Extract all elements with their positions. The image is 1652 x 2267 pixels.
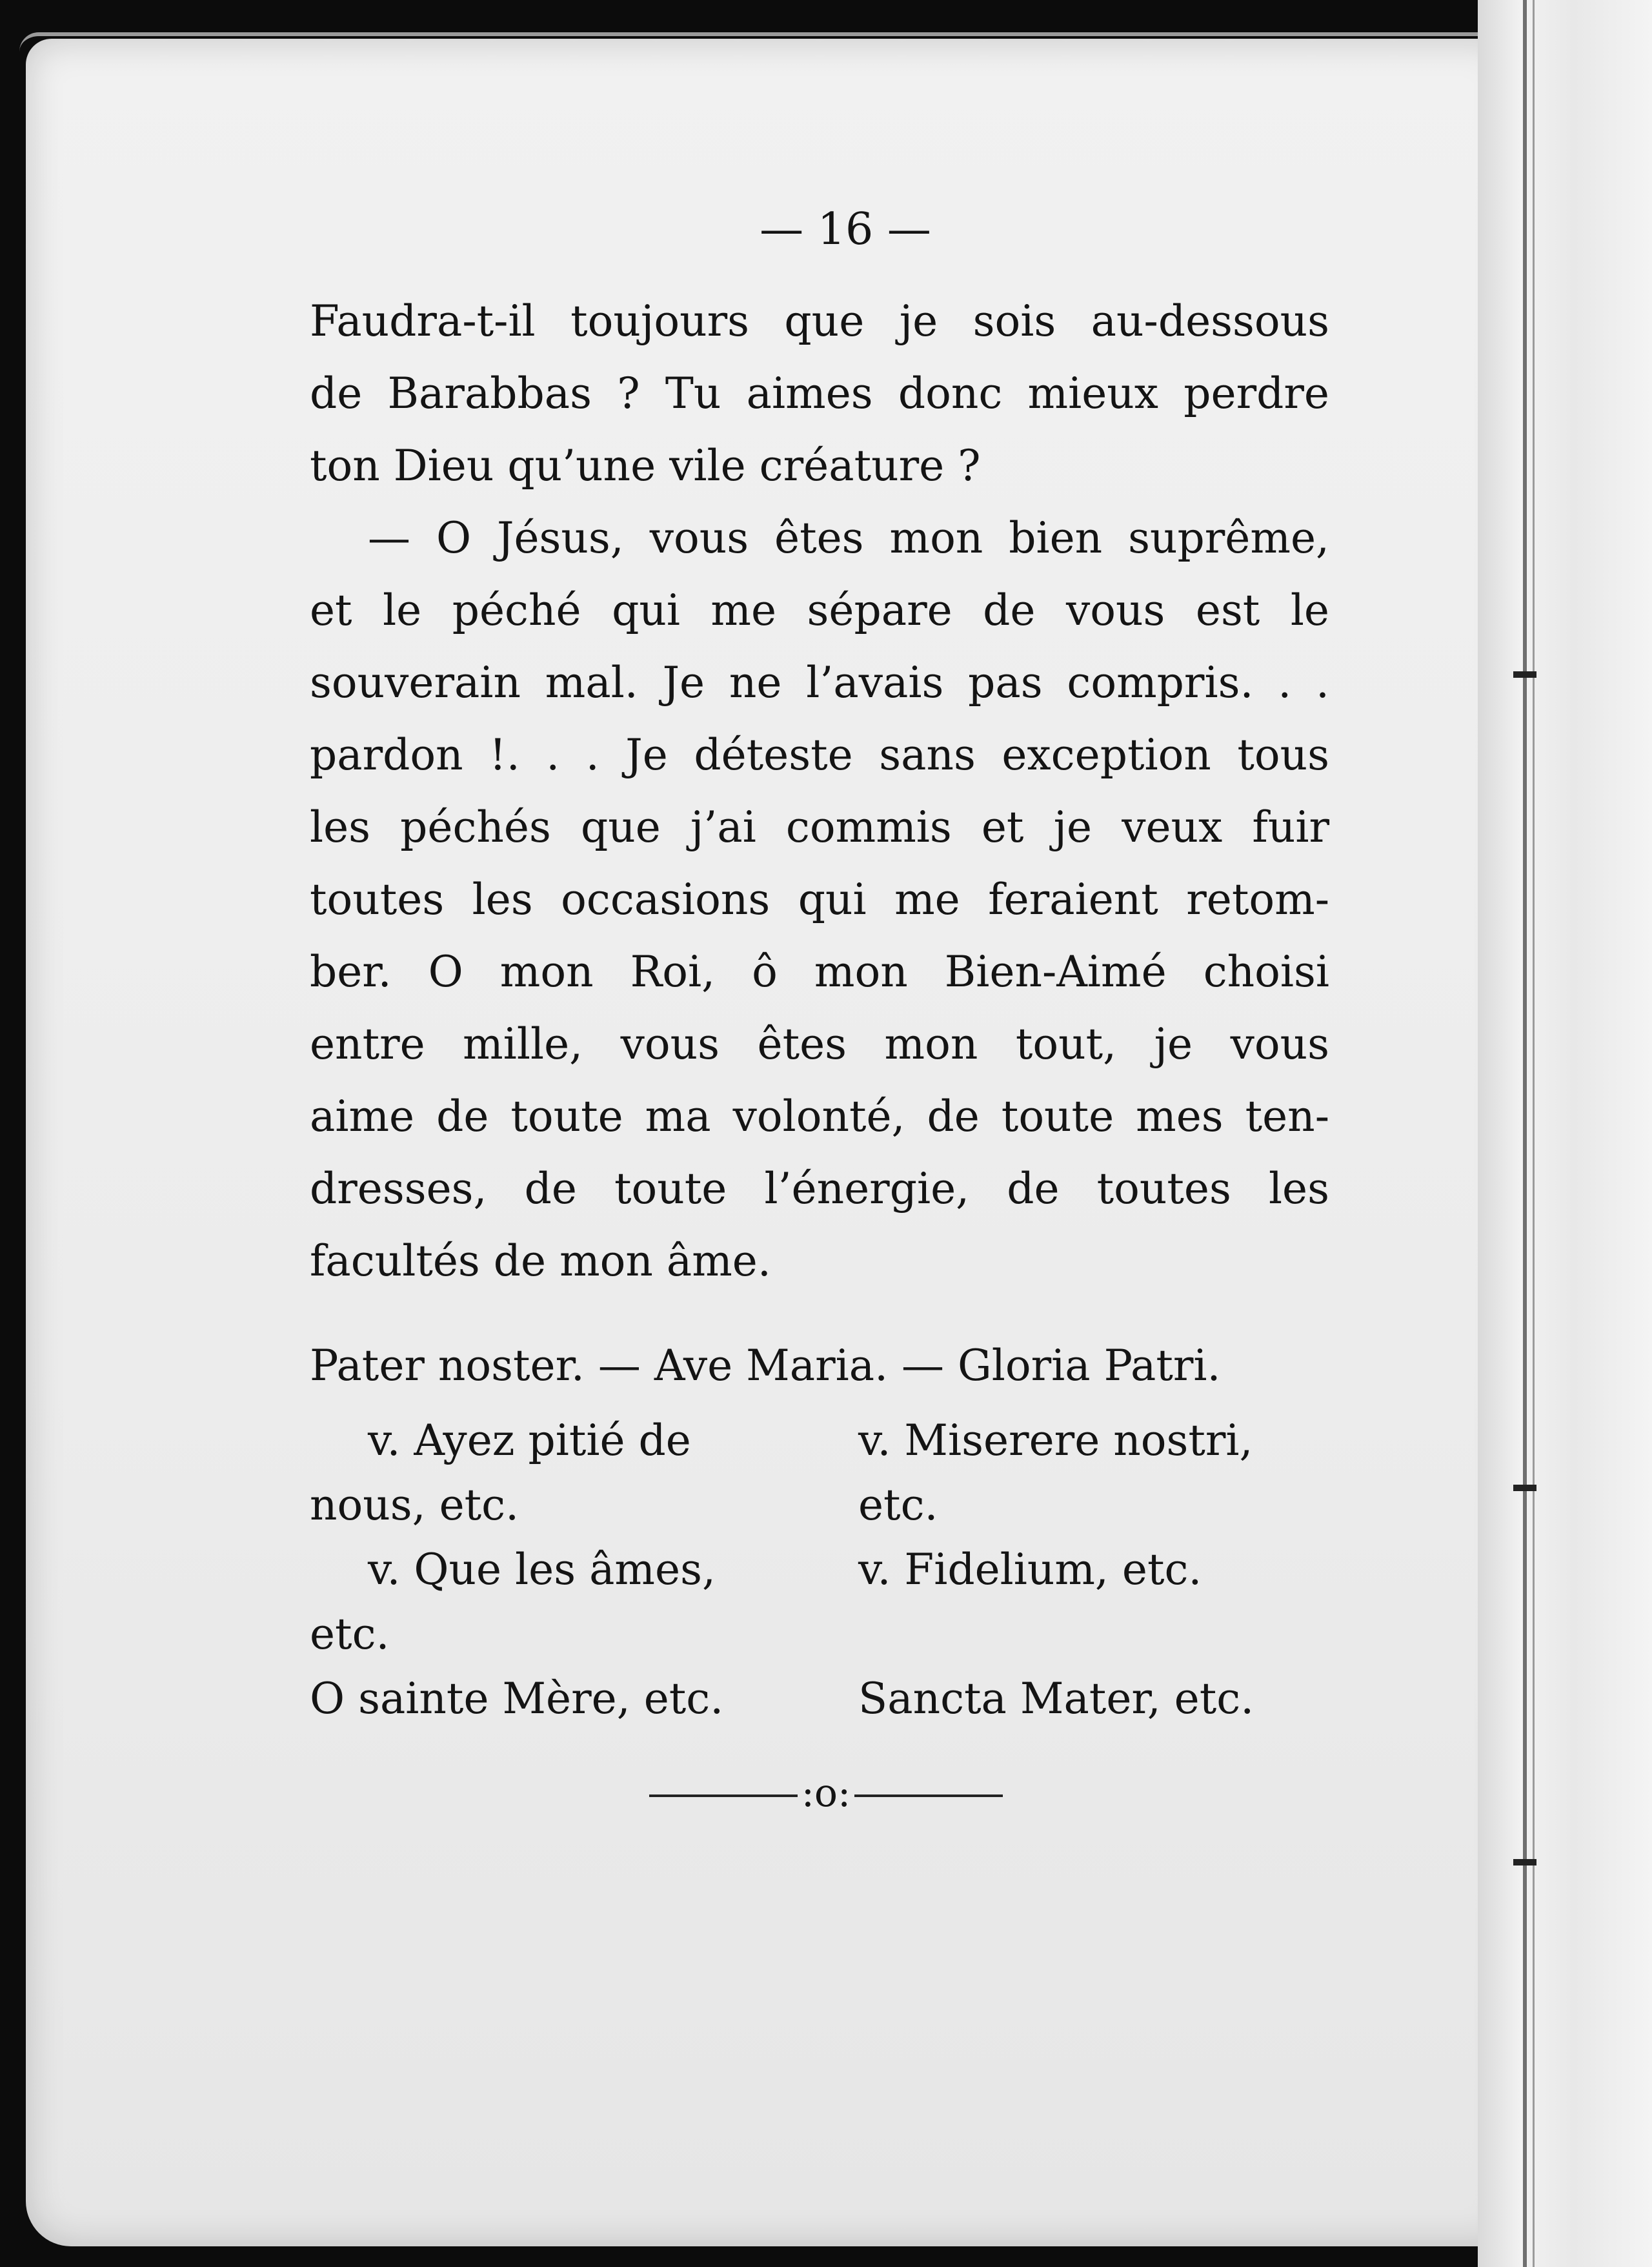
response-right (858, 1408, 1323, 1538)
divider-mark: :o: (801, 1771, 851, 1816)
responses-grid (310, 1408, 1329, 1731)
binding-line-secondary (1533, 0, 1535, 2267)
book-gutter (1478, 0, 1652, 2267)
binding-stitch (1513, 671, 1536, 678)
binding-stitch (1513, 1859, 1536, 1865)
response-right (858, 1538, 1323, 1667)
text-line: v. Que les âmes, (368, 1545, 716, 1594)
paragraph-1 (310, 285, 1329, 502)
text-line: v. Miserere nostri, (858, 1416, 1253, 1465)
divider-rule-right (854, 1794, 1003, 1797)
text-line: facultés de mon âme. (310, 1236, 771, 1286)
response-left (310, 1408, 800, 1538)
text-line: aime de toute ma volonté, de toute mes ten- (310, 1092, 1329, 1141)
prayer-line: Pater noster. — Ave Maria. — Gloria Patri. (310, 1341, 1221, 1390)
divider-rule-left (649, 1794, 798, 1797)
text-line: nous, etc. (310, 1480, 519, 1530)
page-text (310, 194, 1329, 1829)
response-left (310, 1538, 800, 1667)
text-line: Faudra-t-il toujours que je sois au-dessous (310, 296, 1329, 346)
response-right (858, 1667, 1323, 1731)
text-line: v. Fidelium, etc. (858, 1545, 1202, 1594)
binding-line (1523, 0, 1527, 2267)
text-line: entre mille, vous êtes mon tout, je vous (310, 1019, 1329, 1069)
text-line: et le péché qui me sépare de vous est le (310, 585, 1329, 635)
text-line: — O Jésus, vous êtes mon bien suprême, (368, 513, 1329, 563)
text-line: Sancta Mater, etc. (858, 1674, 1254, 1723)
text-line: etc. (858, 1480, 938, 1530)
response-left (310, 1667, 800, 1731)
text-line: v. Ayez pitié de (368, 1416, 691, 1465)
text-line: toutes les occasions qui me feraient retom- (310, 875, 1329, 924)
text-line: les péchés que j’ai commis et je veux fuir (310, 802, 1329, 852)
prayer-section (310, 1330, 1329, 1731)
text-line: dresses, de toute l’énergie, de toutes les (310, 1164, 1329, 1214)
binding-stitch (1513, 1485, 1536, 1491)
text-line: O sainte Mère, etc. (310, 1674, 724, 1723)
text-line: souverain mal. Je ne l’avais pas compris. . . (310, 658, 1329, 707)
text-line: de Barabbas ? Tu aimes donc mieux perdre (310, 369, 1329, 418)
page-number: — 16 — (760, 204, 931, 255)
text-line: pardon !. . . Je déteste sans exception tous (310, 730, 1329, 780)
text-line: etc. (310, 1609, 390, 1659)
text-line: ber. O mon Roi, ô mon Bien-Aimé choisi (310, 947, 1329, 997)
paragraph-2 (310, 502, 1329, 1297)
section-divider (310, 1757, 1329, 1829)
text-line: ton Dieu qu’une vile créature ? (310, 441, 981, 491)
